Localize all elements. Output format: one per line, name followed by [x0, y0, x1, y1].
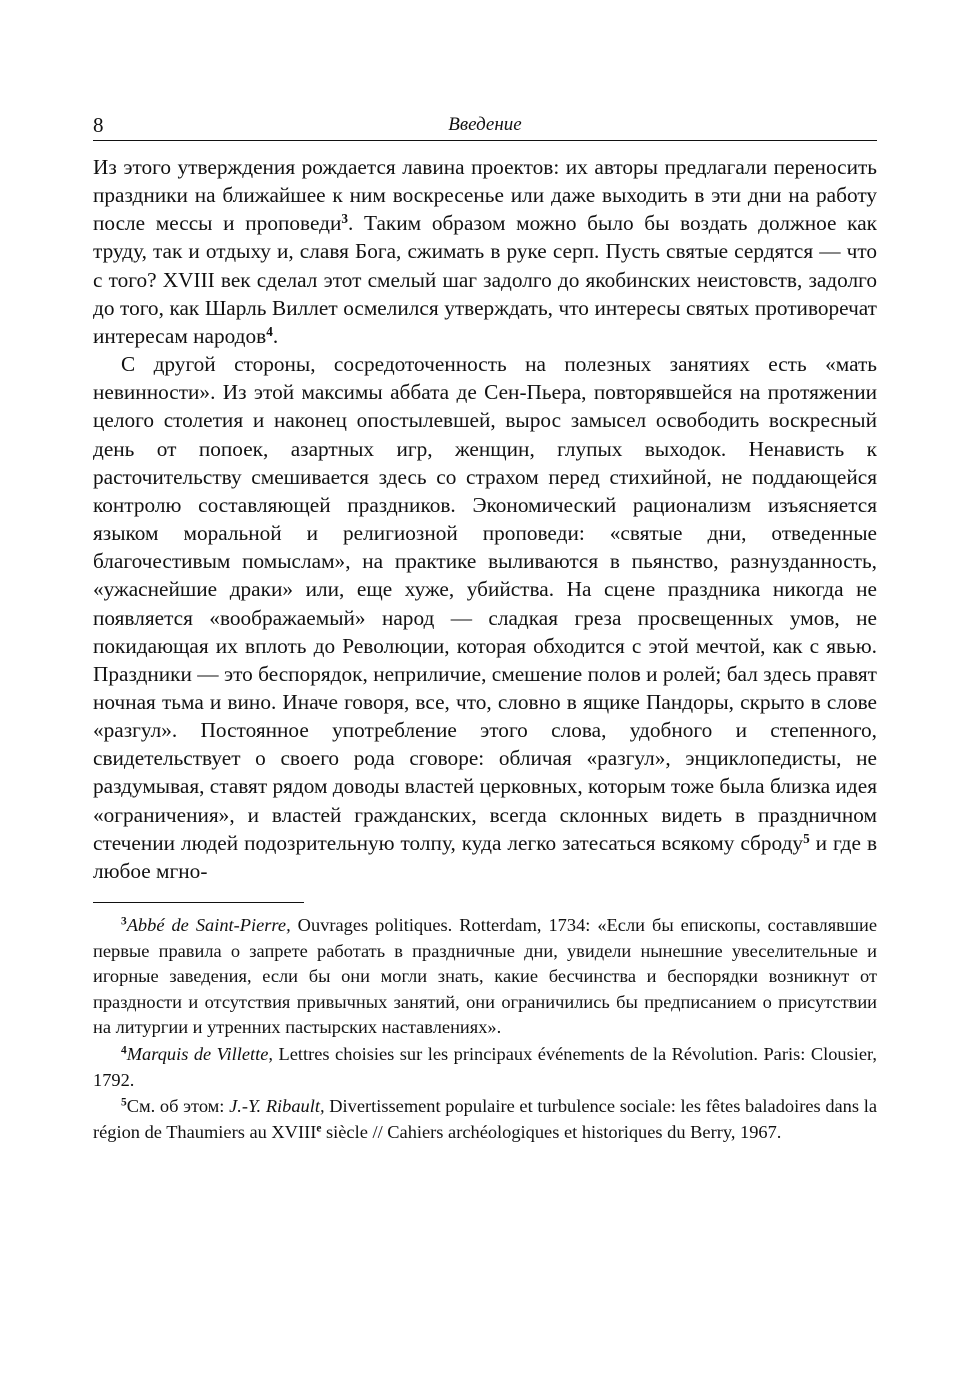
footnotes	[93, 913, 877, 1145]
paragraph-text: .	[272, 323, 279, 348]
footnote-prefix: См. об этом:	[126, 1096, 230, 1117]
footnote-author: Marquis de Villette,	[126, 1044, 274, 1065]
footnote-number: 3	[121, 915, 127, 928]
footnote-4	[93, 1042, 877, 1093]
footnote-text: Divertissement populaire et turbulence sociale: les fêtes baladoires dans la région de Thaumiers au XVIII	[93, 1096, 877, 1142]
footnote-text: Ouvrages politiques. Rotterdam, 1734: «Если бы епископы, составлявшие первые правила о запрете работать в праздничные дни, увидели нынешние увеселительные и игорные заведения, если бы они могли знать, какие бесчинства и беспорядки возникнут от праздности и отсутствия привычных занятий, они ограничились бы предписанием о присутствии на литургии и утренних пастырских наставлениях».	[93, 915, 877, 1038]
paragraph-text: и где в любое мгно-	[93, 830, 877, 883]
page-number: 8	[93, 113, 104, 137]
running-header	[93, 112, 877, 141]
footnote-text: siècle // Cahiers archéologiques et historiques du Berry, 1967.	[321, 1121, 782, 1142]
paragraph-1	[93, 153, 877, 350]
footnote-5	[93, 1094, 877, 1145]
footnote-ref-3: 3	[341, 211, 348, 227]
paragraph-text: С другой стороны, сосредоточенность на полезных занятиях есть «мать невинности». Из этой максимы аббата де Сен-Пьера, повторявшейся на протяжении целого столетия и наконец опостылевшей, вырос замысел освободить воскресный день от попоек, азартных игр, женщин, глупых выходок. Ненависть к расточительству смешивается здесь со страхом перед стихийной, не поддающейся контролю составляющей праздников. Экономический рационализм изъясняется языком моральной и религиозной проповеди: «святые дни, отведенные благочестивым помыслам», на практике выливаются в пьянство, разнузданность, «ужаснейшие драки» или, еще хуже, убийства. На сцене праздника никогда не появляется «воображаемый» народ — сладкая греза просвещенных умов, не покидающая их вплоть до Революции, которая обходится с этой мечтой, как с явью. Праздники — это беспорядок, неприличие, смешение полов и ролей; бал здесь правят ночная тьма и вино. Иначе говоря, все, что, словно в ящике Пандоры, скрыто в слове «разгул». Постоянное употребление этого слова, удобного и степенного, свидетельствует о своего рода сговоре: обличая «разгул», энциклопедисты, не раздумывая, ставят рядом доводы властей церковных, которым тоже была близка идея «ограничения», и властей гражданских, всегда склонных видеть в праздничном стечении людей подозрительную толпу, куда легко затесаться всякому сброду	[93, 352, 877, 855]
footnote-3	[93, 913, 877, 1041]
footnote-number: 4	[121, 1044, 127, 1057]
footnote-ref-4: 4	[266, 323, 273, 339]
footnote-author: J.-Y. Ribault,	[229, 1096, 325, 1117]
paragraph-text: . Таким образом можно было бы воздать должное как труду, так и отдыху и, славя Бога, сжимать в руке серп. Пусть святые сердятся — что с того? XVIII век сделал этот смелый шаг задолго до якобинских неистовств, задолго до того, как Шарль Виллет осмелился утверждать, что интересы святых противоречат интересам народов	[93, 211, 877, 348]
footnote-text: Lettres choisies sur les principaux événements de la Révolution. Paris: Clousier, 1792.	[93, 1044, 877, 1090]
footnote-divider	[93, 902, 304, 903]
main-text	[93, 153, 877, 885]
footnote-number: 5	[121, 1096, 127, 1109]
paragraph-2	[93, 350, 877, 885]
footnote-author: Abbé de Saint-Pierre,	[126, 915, 291, 936]
century-superscript: e	[316, 1122, 322, 1135]
section-title: Введение	[448, 114, 522, 135]
book-page	[93, 112, 877, 1146]
footnote-ref-5: 5	[803, 830, 810, 846]
paragraph-text: Из этого утверждения рождается лавина проектов: их авторы предлагали переносить праздники на ближайшее к ним воскресенье или даже выходить в эти дни на работу после мессы и проповеди	[93, 155, 877, 236]
